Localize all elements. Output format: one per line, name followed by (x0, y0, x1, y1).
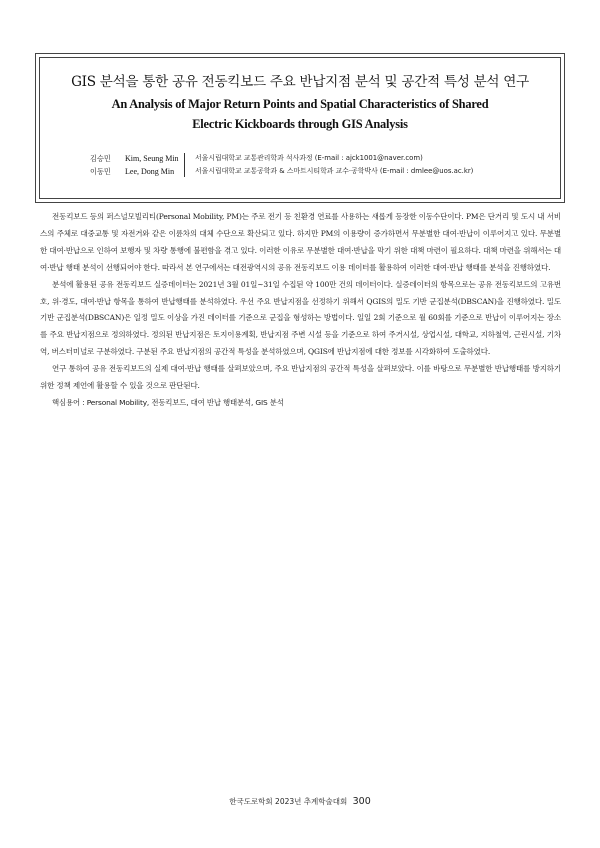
abstract-paragraph: 분석에 활용된 공유 전동킥보드 실증데이터는 2021년 3월 01일~31일 수집된 약 100만 건의 데이터이다. 실증데이터의 항목으로는 공유 전동킥보드의 고유번호, 위·경도, 대여·반납 항목을 통하여 반납행태를 분석하였다. 우선 주요 반납지점을 선정하기 위해서 QGIS의 밀도 기반 군집분석(DBSCAN)을 진행하였다. 밀도 기반 군집분석(DBSCAN)은 일정 밀도 이상을 가진 데이터를 기준으로 군집을 형성하는 방법이다. 일일 2회 기준으로 월 60회를 기준으로 반납이 이루어지는 장소를 주요 반납지점으로 정의하였다. 정의된 반납지점은 토지이용계획, 반납지점 주변 시설 등을 기준으로 하여 주거시설, 상업시설, 대학교, 지하철역, 근린시설, 기차역, 버스터미널로 구분하였다. 구분된 주요 반납지점의 공간적 특성을 분석하였으며, QGIS에 반납지점에 대한 정보를 시각화하여 도출하였다. (40, 279, 561, 357)
title-english-line1: An Analysis of Major Return Points and Spatial Characteristics of Shared (111, 97, 489, 111)
footer-conference: 한국도로학회 2023년 추계학술대회 (229, 797, 348, 806)
author-name-ko: 이동민 (90, 167, 111, 176)
author-name-ko: 김승민 (90, 154, 111, 163)
author-row (90, 165, 510, 178)
page-number: 300 (352, 796, 371, 807)
authors-block (90, 152, 510, 182)
author-name-en: Kim, Seung Min (125, 154, 179, 163)
author-row (90, 152, 510, 165)
title-korean: GIS 분석을 통한 공유 전동킥보드 주요 반납지점 분석 및 공간적 특성 분석 연구 (71, 74, 529, 90)
title-english (40, 94, 560, 134)
author-name-en: Lee, Dong Min (125, 167, 175, 176)
keywords: 핵심용어 : Personal Mobility, 전동킥보드, 대여 반납 행태분석, GIS 분석 (52, 397, 284, 407)
page-footer (0, 796, 600, 807)
author-affiliation: 서울시립대학교 교통공학과 & 스마트시티학과 교수·공학박사 (E-mail : dmlee@uos.ac.kr) (195, 167, 474, 175)
title-box (39, 57, 561, 199)
abstract-paragraph: 전동킥보드 등의 퍼스널모빌리티(Personal Mobility, PM)는 주로 전기 등 친환경 연료를 사용하는 새롭게 등장한 이동수단이다. PM은 단거리 및 도시 내 서비스의 주체로 대중교통 및 자전거와 같은 이륜차의 대체 수단으로 확산되고 있다. 하지만 PM의 이용량이 증가하면서 무분별한 대여·반납이 이루어지고 있다. 무분별한 대여·반납으로 인하여 보행자 및 차량 통행에 불편함을 겪고 있다. 이러한 이유로 무분별한 대여·반납을 막기 위한 대책 마련이 필요하다. 대책 마련을 위해서는 대여·반납 행태 분석이 선행되어야 한다. 따라서 본 연구에서는 대전광역시의 공유 전동킥보드 이용 데이터를 활용하여 이러한 대여·반납 행태를 분석을 진행하였다. (40, 212, 561, 272)
title-english-line2: Electric Kickboards through GIS Analysis (192, 117, 408, 131)
abstract (40, 209, 561, 412)
abstract-paragraph: 연구 통하여 공유 전동킥보드의 실제 대여·반납 행태를 살펴보았으며, 주요 반납지점의 공간적 특성을 살펴보았다. 이를 바탕으로 무분별한 반납행태를 방지하기 위한 정책 제언에 활용할 수 있을 것으로 판단된다. (40, 364, 561, 391)
author-affiliation: 서울시립대학교 교통관리학과 석사과정 (E-mail : ajck1001@naver.com) (195, 154, 423, 162)
